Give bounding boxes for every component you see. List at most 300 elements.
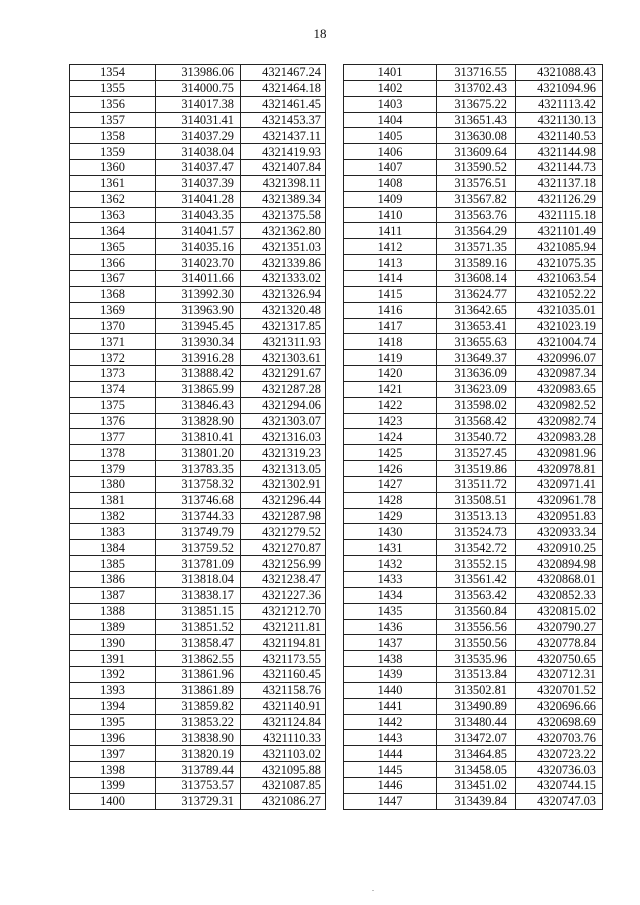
x-coordinate-cell: 313992.30 xyxy=(156,286,241,302)
x-coordinate-cell: 314017.38 xyxy=(156,96,241,112)
y-coordinate-cell: 4321094.96 xyxy=(516,80,603,96)
x-coordinate-cell: 313480.44 xyxy=(437,714,516,730)
table-row xyxy=(70,334,326,350)
point-number-cell: 1426 xyxy=(344,461,437,477)
x-coordinate-cell: 314035.16 xyxy=(156,239,241,255)
point-number-cell: 1427 xyxy=(344,476,437,492)
point-number-cell: 1409 xyxy=(344,191,437,207)
y-coordinate-cell: 4320703.76 xyxy=(516,730,603,746)
table-row xyxy=(70,160,326,176)
y-coordinate-cell: 4321461.45 xyxy=(241,96,326,112)
y-coordinate-cell: 4321467.24 xyxy=(241,65,326,81)
x-coordinate-cell: 313888.42 xyxy=(156,366,241,382)
x-coordinate-cell: 313675.22 xyxy=(437,96,516,112)
point-number-cell: 1379 xyxy=(70,461,156,477)
table-row xyxy=(344,698,603,714)
table-row xyxy=(70,508,326,524)
y-coordinate-cell: 4321194.81 xyxy=(241,635,326,651)
point-number-cell: 1416 xyxy=(344,302,437,318)
x-coordinate-cell: 313945.45 xyxy=(156,318,241,334)
x-coordinate-cell: 313563.76 xyxy=(437,207,516,223)
x-coordinate-cell: 313810.41 xyxy=(156,429,241,445)
point-number-cell: 1359 xyxy=(70,144,156,160)
point-number-cell: 1393 xyxy=(70,682,156,698)
y-coordinate-cell: 4321362.80 xyxy=(241,223,326,239)
x-coordinate-cell: 313853.22 xyxy=(156,714,241,730)
x-coordinate-cell: 314011.66 xyxy=(156,270,241,286)
x-coordinate-cell: 313560.84 xyxy=(437,603,516,619)
point-number-cell: 1421 xyxy=(344,381,437,397)
x-coordinate-cell: 313513.84 xyxy=(437,667,516,683)
table-row xyxy=(70,302,326,318)
point-number-cell: 1433 xyxy=(344,572,437,588)
point-number-cell: 1394 xyxy=(70,698,156,714)
table-row xyxy=(70,714,326,730)
point-number-cell: 1355 xyxy=(70,80,156,96)
x-coordinate-cell: 313820.19 xyxy=(156,746,241,762)
y-coordinate-cell: 4321085.94 xyxy=(516,239,603,255)
y-coordinate-cell: 4320778.84 xyxy=(516,635,603,651)
y-coordinate-cell: 4321419.93 xyxy=(241,144,326,160)
y-coordinate-cell: 4321351.03 xyxy=(241,239,326,255)
point-number-cell: 1425 xyxy=(344,445,437,461)
table-row xyxy=(344,270,603,286)
point-number-cell: 1377 xyxy=(70,429,156,445)
y-coordinate-cell: 4321294.06 xyxy=(241,397,326,413)
x-coordinate-cell: 314041.57 xyxy=(156,223,241,239)
x-coordinate-cell: 313524.73 xyxy=(437,524,516,540)
x-coordinate-cell: 313702.43 xyxy=(437,80,516,96)
y-coordinate-cell: 4320747.03 xyxy=(516,793,603,809)
y-coordinate-cell: 4320815.02 xyxy=(516,603,603,619)
table-row xyxy=(70,413,326,429)
point-number-cell: 1419 xyxy=(344,350,437,366)
point-number-cell: 1356 xyxy=(70,96,156,112)
y-coordinate-cell: 4321453.37 xyxy=(241,112,326,128)
x-coordinate-cell: 314023.70 xyxy=(156,255,241,271)
table-row xyxy=(344,366,603,382)
table-row xyxy=(70,144,326,160)
point-number-cell: 1384 xyxy=(70,540,156,556)
y-coordinate-cell: 4320910.25 xyxy=(516,540,603,556)
table-row xyxy=(70,175,326,191)
x-coordinate-cell: 313716.55 xyxy=(437,65,516,81)
point-number-cell: 1446 xyxy=(344,777,437,793)
point-number-cell: 1399 xyxy=(70,777,156,793)
y-coordinate-cell: 4321389.34 xyxy=(241,191,326,207)
x-coordinate-cell: 314041.28 xyxy=(156,191,241,207)
point-number-cell: 1443 xyxy=(344,730,437,746)
y-coordinate-cell: 4321124.84 xyxy=(241,714,326,730)
table-row xyxy=(70,762,326,778)
point-number-cell: 1364 xyxy=(70,223,156,239)
x-coordinate-cell: 313563.42 xyxy=(437,587,516,603)
y-coordinate-cell: 4321173.55 xyxy=(241,651,326,667)
x-coordinate-cell: 313818.04 xyxy=(156,572,241,588)
point-number-cell: 1370 xyxy=(70,318,156,334)
point-number-cell: 1444 xyxy=(344,746,437,762)
table-row xyxy=(70,286,326,302)
point-number-cell: 1378 xyxy=(70,445,156,461)
point-number-cell: 1430 xyxy=(344,524,437,540)
point-number-cell: 1445 xyxy=(344,762,437,778)
y-coordinate-cell: 4321407.84 xyxy=(241,160,326,176)
table-row xyxy=(70,128,326,144)
table-row xyxy=(344,603,603,619)
y-coordinate-cell: 4320736.03 xyxy=(516,762,603,778)
point-number-cell: 1412 xyxy=(344,239,437,255)
table-row xyxy=(70,461,326,477)
table-row xyxy=(344,556,603,572)
table-row xyxy=(70,603,326,619)
table-row xyxy=(344,492,603,508)
x-coordinate-cell: 313561.42 xyxy=(437,572,516,588)
x-coordinate-cell: 313862.55 xyxy=(156,651,241,667)
y-coordinate-cell: 4320894.98 xyxy=(516,556,603,572)
table-row xyxy=(344,762,603,778)
x-coordinate-cell: 313744.33 xyxy=(156,508,241,524)
y-coordinate-cell: 4321212.70 xyxy=(241,603,326,619)
y-coordinate-cell: 4321287.98 xyxy=(241,508,326,524)
point-number-cell: 1367 xyxy=(70,270,156,286)
y-coordinate-cell: 4321437.11 xyxy=(241,128,326,144)
x-coordinate-cell: 314038.04 xyxy=(156,144,241,160)
x-coordinate-cell: 313636.09 xyxy=(437,366,516,382)
point-number-cell: 1354 xyxy=(70,65,156,81)
point-number-cell: 1376 xyxy=(70,413,156,429)
y-coordinate-cell: 4321023.19 xyxy=(516,318,603,334)
x-coordinate-cell: 313589.16 xyxy=(437,255,516,271)
y-coordinate-cell: 4320987.34 xyxy=(516,366,603,382)
x-coordinate-cell: 313527.45 xyxy=(437,445,516,461)
point-number-cell: 1422 xyxy=(344,397,437,413)
x-coordinate-cell: 314037.47 xyxy=(156,160,241,176)
point-number-cell: 1402 xyxy=(344,80,437,96)
y-coordinate-cell: 4320744.15 xyxy=(516,777,603,793)
table-row xyxy=(70,270,326,286)
y-coordinate-cell: 4321256.99 xyxy=(241,556,326,572)
point-number-cell: 1408 xyxy=(344,175,437,191)
table-row xyxy=(70,239,326,255)
y-coordinate-cell: 4321115.18 xyxy=(516,207,603,223)
y-coordinate-cell: 4320933.34 xyxy=(516,524,603,540)
y-coordinate-cell: 4320951.83 xyxy=(516,508,603,524)
point-number-cell: 1415 xyxy=(344,286,437,302)
point-number-cell: 1391 xyxy=(70,651,156,667)
y-coordinate-cell: 4321287.28 xyxy=(241,381,326,397)
x-coordinate-cell: 313556.56 xyxy=(437,619,516,635)
table-row xyxy=(70,524,326,540)
point-number-cell: 1387 xyxy=(70,587,156,603)
point-number-cell: 1406 xyxy=(344,144,437,160)
table-row xyxy=(344,635,603,651)
point-number-cell: 1438 xyxy=(344,651,437,667)
point-number-cell: 1390 xyxy=(70,635,156,651)
point-number-cell: 1447 xyxy=(344,793,437,809)
point-number-cell: 1371 xyxy=(70,334,156,350)
y-coordinate-cell: 4321110.33 xyxy=(241,730,326,746)
x-coordinate-cell: 313624.77 xyxy=(437,286,516,302)
y-coordinate-cell: 4321126.29 xyxy=(516,191,603,207)
table-row xyxy=(70,587,326,603)
x-coordinate-cell: 313472.07 xyxy=(437,730,516,746)
y-coordinate-cell: 4321052.22 xyxy=(516,286,603,302)
x-coordinate-cell: 313963.90 xyxy=(156,302,241,318)
point-number-cell: 1366 xyxy=(70,255,156,271)
point-number-cell: 1420 xyxy=(344,366,437,382)
y-coordinate-cell: 4320868.01 xyxy=(516,572,603,588)
x-coordinate-cell: 313540.72 xyxy=(437,429,516,445)
y-coordinate-cell: 4321303.07 xyxy=(241,413,326,429)
point-number-cell: 1404 xyxy=(344,112,437,128)
y-coordinate-cell: 4321144.98 xyxy=(516,144,603,160)
y-coordinate-cell: 4321339.86 xyxy=(241,255,326,271)
y-coordinate-cell: 4321279.52 xyxy=(241,524,326,540)
table-row xyxy=(344,413,603,429)
y-coordinate-cell: 4321238.47 xyxy=(241,572,326,588)
table-row xyxy=(344,540,603,556)
x-coordinate-cell: 313508.51 xyxy=(437,492,516,508)
point-number-cell: 1431 xyxy=(344,540,437,556)
point-number-cell: 1423 xyxy=(344,413,437,429)
table-row xyxy=(70,793,326,809)
table-row xyxy=(344,239,603,255)
y-coordinate-cell: 4321158.76 xyxy=(241,682,326,698)
x-coordinate-cell: 313655.63 xyxy=(437,334,516,350)
y-coordinate-cell: 4321130.13 xyxy=(516,112,603,128)
x-coordinate-cell: 313838.17 xyxy=(156,587,241,603)
table-row xyxy=(344,397,603,413)
table-row xyxy=(70,476,326,492)
y-coordinate-cell: 4321063.54 xyxy=(516,270,603,286)
table-row xyxy=(344,746,603,762)
coordinates-table-right xyxy=(343,64,603,810)
y-coordinate-cell: 4321035.01 xyxy=(516,302,603,318)
page-number: 18 xyxy=(313,26,327,41)
point-number-cell: 1442 xyxy=(344,714,437,730)
point-number-cell: 1362 xyxy=(70,191,156,207)
table-row xyxy=(344,730,603,746)
x-coordinate-cell: 314043.35 xyxy=(156,207,241,223)
x-coordinate-cell: 313609.64 xyxy=(437,144,516,160)
point-number-cell: 1428 xyxy=(344,492,437,508)
table-row xyxy=(70,80,326,96)
point-number-cell: 1413 xyxy=(344,255,437,271)
x-coordinate-cell: 313608.14 xyxy=(437,270,516,286)
point-number-cell: 1398 xyxy=(70,762,156,778)
x-coordinate-cell: 313552.15 xyxy=(437,556,516,572)
point-number-cell: 1372 xyxy=(70,350,156,366)
point-number-cell: 1388 xyxy=(70,603,156,619)
table-row xyxy=(344,445,603,461)
y-coordinate-cell: 4321313.05 xyxy=(241,461,326,477)
table-row xyxy=(344,65,603,81)
table-row xyxy=(344,524,603,540)
point-number-cell: 1437 xyxy=(344,635,437,651)
y-coordinate-cell: 4321333.02 xyxy=(241,270,326,286)
point-number-cell: 1381 xyxy=(70,492,156,508)
x-coordinate-cell: 313759.52 xyxy=(156,540,241,556)
y-coordinate-cell: 4320961.78 xyxy=(516,492,603,508)
x-coordinate-cell: 313511.72 xyxy=(437,476,516,492)
table-row xyxy=(344,160,603,176)
x-coordinate-cell: 313576.51 xyxy=(437,175,516,191)
y-coordinate-cell: 4320978.81 xyxy=(516,461,603,477)
x-coordinate-cell: 313590.52 xyxy=(437,160,516,176)
y-coordinate-cell: 4321144.73 xyxy=(516,160,603,176)
table-row xyxy=(344,286,603,302)
point-number-cell: 1395 xyxy=(70,714,156,730)
y-coordinate-cell: 4321113.42 xyxy=(516,96,603,112)
table-row xyxy=(70,381,326,397)
y-coordinate-cell: 4320701.52 xyxy=(516,682,603,698)
y-coordinate-cell: 4321316.03 xyxy=(241,429,326,445)
table-row xyxy=(70,445,326,461)
y-coordinate-cell: 4321317.85 xyxy=(241,318,326,334)
x-coordinate-cell: 313859.82 xyxy=(156,698,241,714)
y-coordinate-cell: 4321270.87 xyxy=(241,540,326,556)
table-row xyxy=(70,397,326,413)
table-row xyxy=(70,492,326,508)
point-number-cell: 1417 xyxy=(344,318,437,334)
point-number-cell: 1418 xyxy=(344,334,437,350)
y-coordinate-cell: 4321291.67 xyxy=(241,366,326,382)
y-coordinate-cell: 4320790.27 xyxy=(516,619,603,635)
x-coordinate-cell: 313502.81 xyxy=(437,682,516,698)
x-coordinate-cell: 313851.15 xyxy=(156,603,241,619)
table-row xyxy=(70,777,326,793)
table-row xyxy=(344,667,603,683)
y-coordinate-cell: 4321140.91 xyxy=(241,698,326,714)
x-coordinate-cell: 313542.72 xyxy=(437,540,516,556)
point-number-cell: 1375 xyxy=(70,397,156,413)
point-number-cell: 1389 xyxy=(70,619,156,635)
point-number-cell: 1382 xyxy=(70,508,156,524)
point-number-cell: 1403 xyxy=(344,96,437,112)
x-coordinate-cell: 313846.43 xyxy=(156,397,241,413)
table-row xyxy=(70,619,326,635)
x-coordinate-cell: 314031.41 xyxy=(156,112,241,128)
y-coordinate-cell: 4320723.22 xyxy=(516,746,603,762)
footer-mark: . xyxy=(372,884,374,893)
point-number-cell: 1363 xyxy=(70,207,156,223)
point-number-cell: 1392 xyxy=(70,667,156,683)
point-number-cell: 1432 xyxy=(344,556,437,572)
point-number-cell: 1397 xyxy=(70,746,156,762)
y-coordinate-cell: 4321375.58 xyxy=(241,207,326,223)
y-coordinate-cell: 4321326.94 xyxy=(241,286,326,302)
y-coordinate-cell: 4321140.53 xyxy=(516,128,603,144)
x-coordinate-cell: 313783.35 xyxy=(156,461,241,477)
point-number-cell: 1365 xyxy=(70,239,156,255)
y-coordinate-cell: 4321398.11 xyxy=(241,175,326,191)
coordinates-table-left-body xyxy=(70,65,326,810)
y-coordinate-cell: 4321103.02 xyxy=(241,746,326,762)
point-number-cell: 1411 xyxy=(344,223,437,239)
x-coordinate-cell: 313749.79 xyxy=(156,524,241,540)
point-number-cell: 1434 xyxy=(344,587,437,603)
point-number-cell: 1441 xyxy=(344,698,437,714)
table-row xyxy=(70,255,326,271)
point-number-cell: 1439 xyxy=(344,667,437,683)
x-coordinate-cell: 313451.02 xyxy=(437,777,516,793)
y-coordinate-cell: 4320982.74 xyxy=(516,413,603,429)
x-coordinate-cell: 313568.42 xyxy=(437,413,516,429)
y-coordinate-cell: 4320983.28 xyxy=(516,429,603,445)
table-row xyxy=(70,112,326,128)
x-coordinate-cell: 313851.52 xyxy=(156,619,241,635)
table-row xyxy=(344,207,603,223)
y-coordinate-cell: 4320983.65 xyxy=(516,381,603,397)
x-coordinate-cell: 313535.96 xyxy=(437,651,516,667)
table-row xyxy=(344,476,603,492)
x-coordinate-cell: 314037.29 xyxy=(156,128,241,144)
table-row xyxy=(344,651,603,667)
x-coordinate-cell: 313930.34 xyxy=(156,334,241,350)
x-coordinate-cell: 313758.32 xyxy=(156,476,241,492)
point-number-cell: 1368 xyxy=(70,286,156,302)
table-row xyxy=(70,65,326,81)
table-row xyxy=(344,714,603,730)
table-row xyxy=(344,777,603,793)
y-coordinate-cell: 4321311.93 xyxy=(241,334,326,350)
table-row xyxy=(344,223,603,239)
x-coordinate-cell: 313861.96 xyxy=(156,667,241,683)
y-coordinate-cell: 4321296.44 xyxy=(241,492,326,508)
table-row xyxy=(344,318,603,334)
point-number-cell: 1414 xyxy=(344,270,437,286)
x-coordinate-cell: 314037.39 xyxy=(156,175,241,191)
table-row xyxy=(70,429,326,445)
y-coordinate-cell: 4321227.36 xyxy=(241,587,326,603)
y-coordinate-cell: 4321137.18 xyxy=(516,175,603,191)
point-number-cell: 1435 xyxy=(344,603,437,619)
table-row xyxy=(344,587,603,603)
table-row xyxy=(70,540,326,556)
point-number-cell: 1410 xyxy=(344,207,437,223)
y-coordinate-cell: 4321088.43 xyxy=(516,65,603,81)
table-row xyxy=(70,350,326,366)
point-number-cell: 1407 xyxy=(344,160,437,176)
x-coordinate-cell: 313571.35 xyxy=(437,239,516,255)
y-coordinate-cell: 4320696.66 xyxy=(516,698,603,714)
x-coordinate-cell: 313490.89 xyxy=(437,698,516,714)
y-coordinate-cell: 4321464.18 xyxy=(241,80,326,96)
table-row xyxy=(344,144,603,160)
y-coordinate-cell: 4320750.65 xyxy=(516,651,603,667)
table-row xyxy=(344,508,603,524)
point-number-cell: 1360 xyxy=(70,160,156,176)
x-coordinate-cell: 313865.99 xyxy=(156,381,241,397)
point-number-cell: 1429 xyxy=(344,508,437,524)
table-row xyxy=(344,793,603,809)
x-coordinate-cell: 313801.20 xyxy=(156,445,241,461)
y-coordinate-cell: 4321101.49 xyxy=(516,223,603,239)
y-coordinate-cell: 4321095.88 xyxy=(241,762,326,778)
table-row xyxy=(344,381,603,397)
x-coordinate-cell: 313623.09 xyxy=(437,381,516,397)
x-coordinate-cell: 313838.90 xyxy=(156,730,241,746)
x-coordinate-cell: 313781.09 xyxy=(156,556,241,572)
table-row xyxy=(344,619,603,635)
coordinates-table-left xyxy=(69,64,326,810)
x-coordinate-cell: 313861.89 xyxy=(156,682,241,698)
point-number-cell: 1405 xyxy=(344,128,437,144)
table-row xyxy=(70,746,326,762)
y-coordinate-cell: 4321211.81 xyxy=(241,619,326,635)
table-row xyxy=(344,175,603,191)
y-coordinate-cell: 4320982.52 xyxy=(516,397,603,413)
